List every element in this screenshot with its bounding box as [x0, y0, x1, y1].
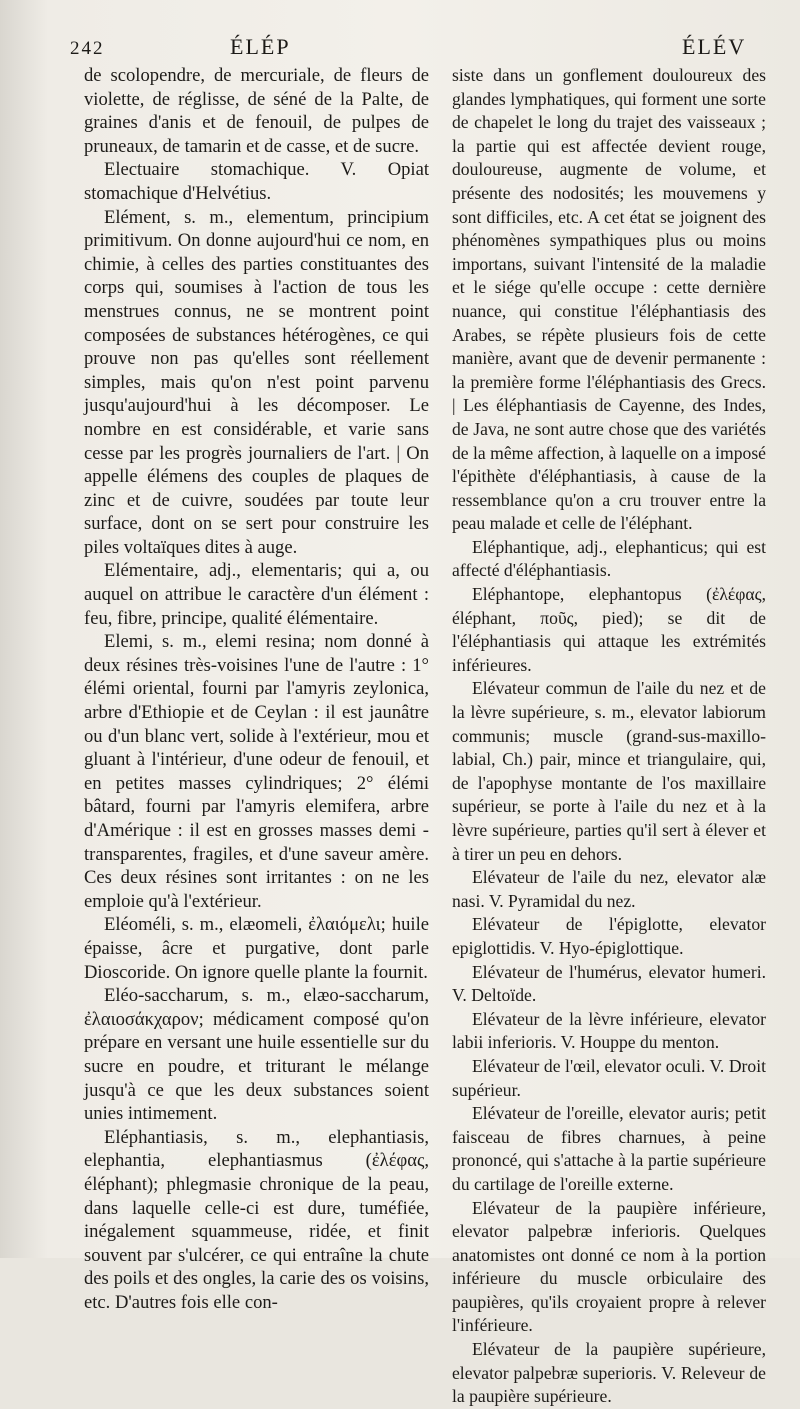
dictionary-entry: Elévateur de la paupière inférieure, elevator palpebræ inferioris. Quelques anatomistes ont donné ce nom à la portion inférieure du muscle orbiculaire des paupières, qu'ils croyaient propre à relever l'inférieure. [452, 1197, 766, 1336]
dictionary-entry: Eléphantique, adj., elephanticus; qui est affecté d'éléphantiasis. [452, 536, 766, 581]
right-running-head: ÉLÉV [682, 34, 747, 59]
dictionary-entry: Eléo-saccharum, s. m., elæo-saccharum, ἐλαιοσάκχαρον; médicament composé qu'on prépare en versant une huile essentielle sur du sucre en poudre, et triturant le mélange jusqu'à ce que les deux substances soient unies intimement. [84, 985, 429, 1125]
page-number: 242 [70, 38, 105, 59]
running-header [70, 34, 760, 64]
dictionary-entry: Eléoméli, s. m., elæomeli, ἐλαιόμελι; huile épaisse, âcre et purgative, dont parle Dioscoride. On ignore quelle plante la fournit. [84, 914, 429, 983]
dictionary-entry: Eléphantiasis, s. m., elephantiasis, elephantia, elephantiasmus (ἐλέφας, éléphant); phlegmasie chronique de la peau, dans laquelle celle-ci est dure, tuméfiée, inégalement squammeuse, ridée, et finit souvent par s'ulcérer, ce qui entraîne la chute des poils et des ongles, la carie des os voisins, etc. D'autres fois elle con- [84, 1126, 429, 1313]
dictionary-entry: Elément, s. m., elementum, principium primitivum. On donne aujourd'hui ce nom, en chimie, à celles des parties constituantes des corps qui, soumises à l'action de tous les menstrues connus, ne se montrent point composées de substances hétérogènes, ce qui prouve non pas qu'elles sont réellement simples, mais qu'on n'est point parvenu jusqu'aujourd'hui à les décomposer. Le nombre en est considérable, et varie sans cesse par les progrès journaliers de l'art. | On appelle élémens des couples de plaques de zinc et de cuivre, soudées par toute leur surface, dont on se sert pour construire les piles voltaïques dites à auge. [84, 206, 429, 558]
dictionary-entry: Elemi, s. m., elemi resina; nom donné à deux résines très-voisines l'une de l'autre : 1° élémi oriental, fourni par l'amyris zeylonica, arbre d'Ethiopie et de Ceylan : il est jaunâtre ou d'un blanc vert, solide à l'extérieur, mou et gluant à l'intérieur, d'une odeur de fenouil, et en petites masses cylindriques; 2° élémi bâtard, fourni par l'amyris elemifera, arbre d'Amérique : il est en grosses masses demi - transparentes, fragiles, et d'une saveur amère. Ces deux résines sont irritantes : on ne les emploie qu'à l'extérieur. [84, 631, 429, 912]
right-column [452, 64, 766, 1409]
dictionary-entry: Elévateur de l'oreille, elevator auris; petit faisceau de fibres charnues, à peine prononcé, qui s'attache à la partie supérieure du cartilage de l'oreille externe. [452, 1103, 766, 1194]
left-column [84, 64, 429, 1314]
dictionary-entry: Elévateur de l'épiglotte, elevator epiglottidis. V. Hyo-épiglottique. [452, 914, 766, 958]
dictionary-entry: Elévateur de l'aile du nez, elevator alæ nasi. V. Pyramidal du nez. [452, 867, 766, 911]
dictionary-entry: Elévateur de la lèvre inférieure, elevator labii inferioris. V. Houppe du menton. [452, 1008, 766, 1053]
left-running-head: ÉLÉP [230, 34, 291, 59]
dictionary-entry: Elévateur de la paupière supérieure, elevator palpebræ superioris. V. Releveur de la paupière supérieure. [452, 1339, 766, 1407]
dictionary-entry: Electuaire stomachique. V. Opiat stomachique d'Helvétius. [84, 159, 429, 204]
paragraph: siste dans un gonflement douloureux des glandes lymphatiques, qui forment une sorte de chapelet le long du trajet des vaisseaux ; la partie qui est affectée devient rouge, douloureuse, augmente de volume, et présente des nodosités; les mouvemens y sont difficiles, etc. A cet état se joignent des phénomènes sympathiques plus ou moins importans, suivant l'intensité de la maladie et le siége qu'elle occupe : cette dernière nuance, qui constitue l'éléphantiasis des Arabes, se répète plusieurs fois de cette manière, avant que de devenir permanente : la première forme l'éléphantiasis des Grecs. | Les éléphantiasis de Cayenne, des Indes, de Java, ne sont autre chose que des variétés de la même affection, à laquelle on a imposé l'épithète d'éléphantiasis, à cause de la ressemblance qu'on a cru trouver entre la peau malade et celle de l'éléphant. [452, 65, 766, 534]
dictionary-entry: Elévateur de l'œil, elevator oculi. V. Droit supérieur. [452, 1055, 766, 1100]
dictionary-entry: Elévateur de l'humérus, elevator humeri. V. Deltoïde. [452, 961, 766, 1006]
dictionary-entry: Eléphantope, elephantopus (ἐλέφας, éléphant, ποῦς, pied); se dit de l'éléphantiasis qui attaque les extrémités inférieures. [452, 584, 766, 675]
dictionary-entry: Elévateur commun de l'aile du nez et de la lèvre supérieure, s. m., elevator labiorum communis; muscle (grand-sus-maxillo-labial, Ch.) pair, mince et triangulaire, qui, de l'apophyse montante de l'os maxillaire supérieur, se porte à l'aile du nez et à la lèvre supérieure, parties qu'il sert à élever et à tirer un peu en dehors. [452, 678, 766, 864]
paragraph: de scolopendre, de mercuriale, de fleurs de violette, de réglisse, de séné de la Palte, de graines d'anis et de fenouil, de pulpes de pruneaux, de tamarin et de casse, et de sucre. [84, 65, 429, 157]
dictionary-entry: Elémentaire, adj., elementaris; qui a, ou auquel on attribue le caractère d'un élément : feu, fibre, principe, qualité élémentaire. [84, 560, 429, 629]
